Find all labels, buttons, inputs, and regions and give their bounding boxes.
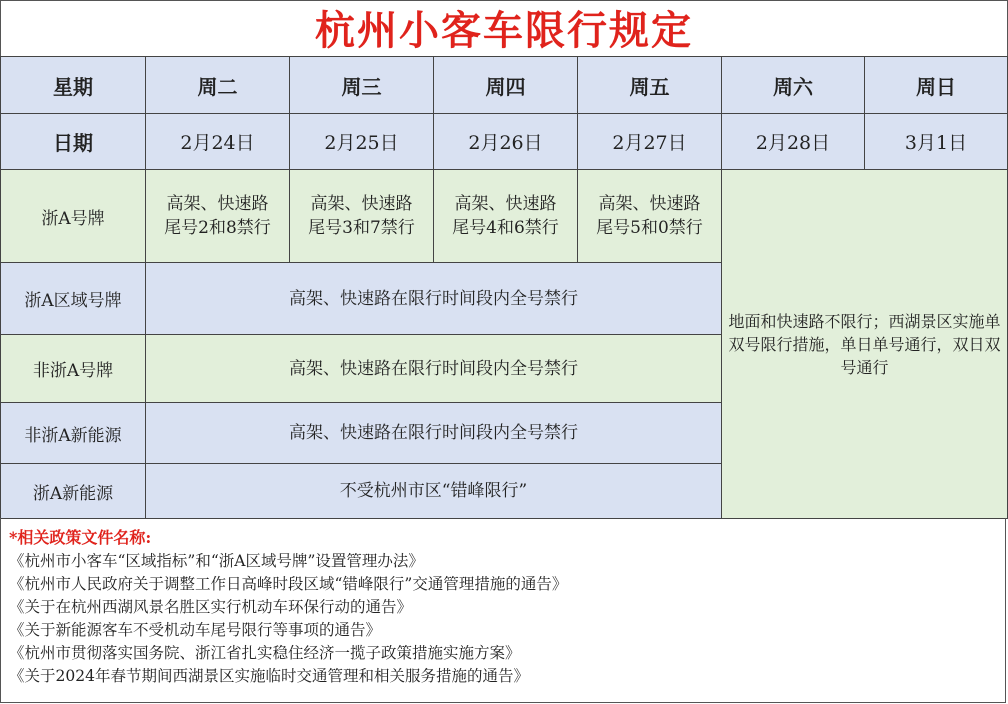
weekday-sat: 周六 <box>722 57 865 114</box>
restriction-cell <box>146 170 290 263</box>
row-label-zhea-ev: 浙A新能源 <box>1 464 146 519</box>
notes-title: *相关政策文件名称: <box>9 528 152 547</box>
restriction-cell: 不受杭州市区“错峰限行” <box>146 464 722 519</box>
list-item: 《关于2024年春节期间西湖景区实施临时交通管理和相关服务措施的通告》 <box>9 667 529 685</box>
list-item: 《关于新能源客车不受机动车尾号限行等事项的通告》 <box>9 621 382 639</box>
list-item: 《杭州市贯彻落实国务院、浙江省扎实稳住经济一揽子政策措施实施方案》 <box>9 644 521 662</box>
date-cell: 2月25日 <box>290 114 434 170</box>
date-cell: 2月27日 <box>578 114 722 170</box>
restriction-line: 尾号3和7禁行 <box>308 218 415 238</box>
row-label-non-zhea: 非浙A号牌 <box>1 335 146 403</box>
date-row <box>1 114 1008 170</box>
weekend-rule-cell: 地面和快速路不限行；西湖景区实施单双号限行措施，单日单号通行，双日双号通行 <box>722 170 1008 519</box>
row-label-non-zhea-ev: 非浙A新能源 <box>1 403 146 464</box>
page-title: 杭州小客车限行规定 <box>0 0 1008 57</box>
weekday-thu: 周四 <box>434 57 578 114</box>
restriction-table <box>0 56 1008 519</box>
row-label-zhea-region: 浙A区域号牌 <box>1 263 146 335</box>
restriction-line: 高架、快速路 <box>310 194 413 214</box>
weekday-header-row <box>1 57 1008 114</box>
restriction-line: 高架、快速路 <box>166 194 269 214</box>
restriction-line: 尾号4和6禁行 <box>452 218 559 238</box>
restriction-cell <box>434 170 578 263</box>
weekday-wed: 周三 <box>290 57 434 114</box>
restriction-cell <box>578 170 722 263</box>
policy-notes <box>0 518 1006 703</box>
restriction-line: 高架、快速路 <box>598 194 701 214</box>
table-row <box>1 170 1008 263</box>
restriction-cell: 高架、快速路在限行时间段内全号禁行 <box>146 335 722 403</box>
date-cell: 2月28日 <box>722 114 865 170</box>
restriction-cell <box>290 170 434 263</box>
row-label-zhea: 浙A号牌 <box>1 170 146 263</box>
list-item: 《杭州市小客车“区域指标”和“浙A区域号牌”设置管理办法》 <box>9 552 424 570</box>
weekday-sun: 周日 <box>865 57 1008 114</box>
list-item: 《杭州市人民政府关于调整工作日高峰时段区域“错峰限行”交通管理措施的通告》 <box>9 575 568 593</box>
list-item: 《关于在杭州西湖风景名胜区实行机动车环保行动的通告》 <box>9 598 413 616</box>
weekday-fri: 周五 <box>578 57 722 114</box>
weekday-tue: 周二 <box>146 57 290 114</box>
date-cell: 3月1日 <box>865 114 1008 170</box>
restriction-cell: 高架、快速路在限行时间段内全号禁行 <box>146 263 722 335</box>
weekday-col-label: 星期 <box>1 57 146 114</box>
restriction-line: 高架、快速路 <box>454 194 557 214</box>
date-cell: 2月26日 <box>434 114 578 170</box>
date-cell: 2月24日 <box>146 114 290 170</box>
restriction-line: 尾号2和8禁行 <box>164 218 271 238</box>
restriction-line: 尾号5和0禁行 <box>596 218 703 238</box>
date-col-label: 日期 <box>1 114 146 170</box>
restriction-cell: 高架、快速路在限行时间段内全号禁行 <box>146 403 722 464</box>
